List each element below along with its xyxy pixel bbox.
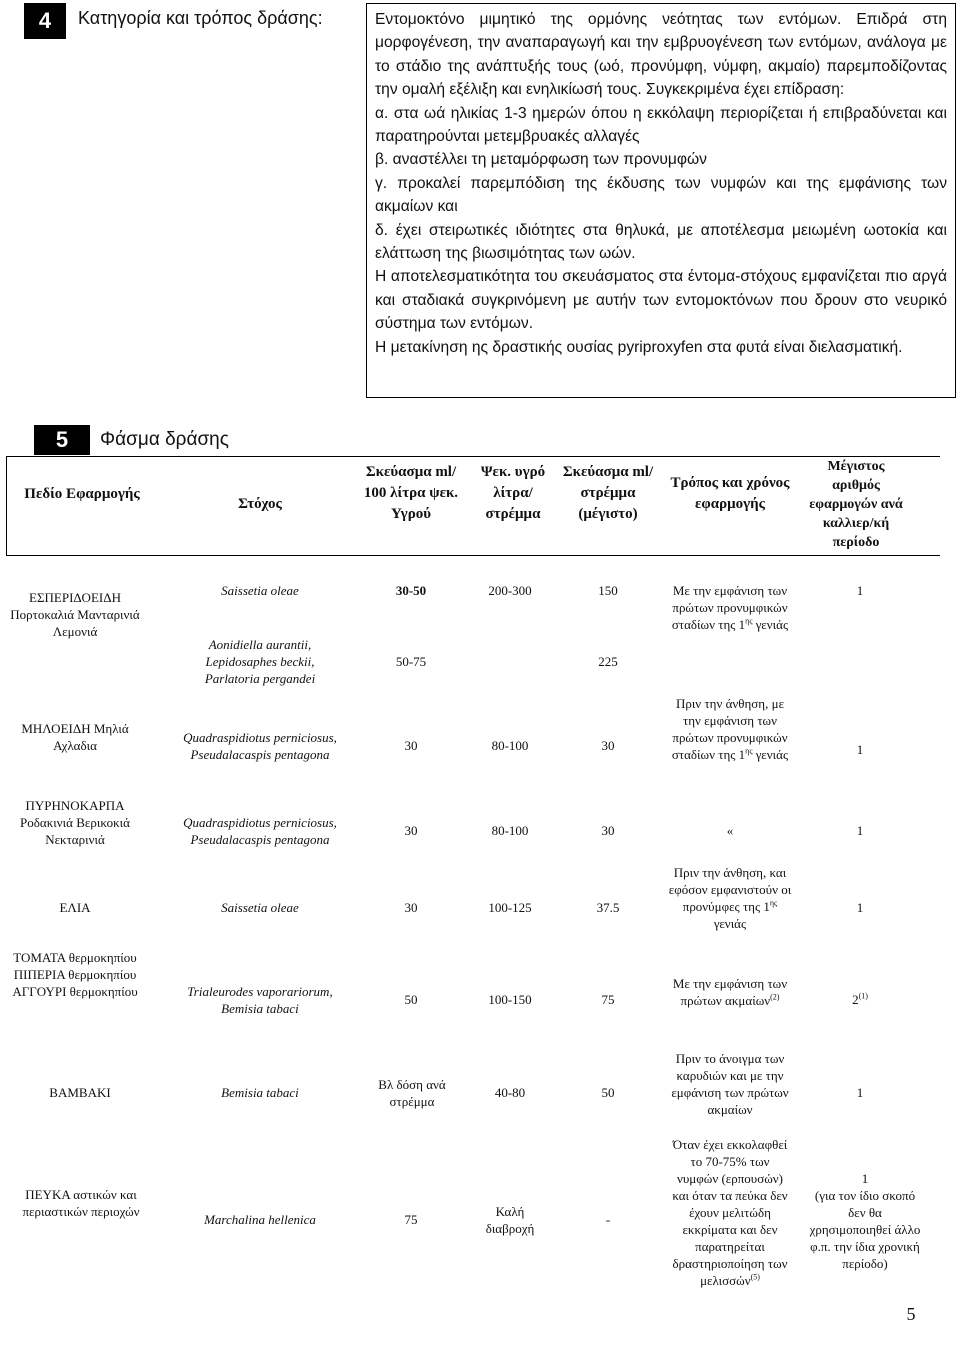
- timing-end: γενιάς: [755, 747, 789, 762]
- row-pine-max: [806, 1170, 924, 1272]
- row-pome-dose: 30: [404, 738, 418, 753]
- row-cotton-target: Bemisia tabaci: [221, 1085, 299, 1100]
- row-pome-max: 1: [856, 742, 864, 757]
- mode-paragraph: Η αποτελεσματικότητα του σκευάσματος στα έντομα-στόχους εμφανίζεται πιο αργά και σταδιακά συγκρινόμενη με αυτήν των εντομοκτόνων που δρουν στο νευρικό σύστημα των εντόμων.: [375, 268, 947, 333]
- header-field: Πεδίο Εφαρμογής: [24, 486, 140, 502]
- table-header-rule: [6, 555, 940, 556]
- row-cotton-dose: Βλ δόση ανά στρέμμα: [378, 1077, 446, 1109]
- header-dose-per-stremma: Σκεύασμα ml/ στρέμμα (μέγιστο): [562, 464, 654, 522]
- row-cotton-field: ΒΑΜΒΑΚΙ: [49, 1085, 111, 1100]
- timing-sup: ης: [745, 616, 753, 626]
- row-olive-field: ΕΛΙΑ: [59, 900, 91, 915]
- header-dose-per-100l: Σκεύασμα ml/ 100 λίτρα ψεκ. Υγρού: [363, 464, 459, 522]
- row-greenhouse-max: [820, 991, 900, 1008]
- header-target: Στόχος: [238, 496, 282, 512]
- section-4-label: Κατηγορία και τρόπος δράσης:: [78, 8, 323, 28]
- table-top-rule: [6, 456, 940, 457]
- row-citrus-timing: [668, 582, 792, 633]
- mode-paragraph: Η μετακίνηση ης δραστικής ουσίας pyriproxyfen στα φυτά είναι διελασματική.: [375, 338, 903, 356]
- row-olive-liquid: 100-125: [488, 900, 532, 915]
- mode-paragraph: δ. έχει στειρωτικές ιδιότητες στα θηλυκά, με αποτέλεσμα μειωμένη ωοτοκία και ελάττωση της βιωσιμότητας των ωών.: [375, 221, 947, 263]
- row-stone-liquid: 80-100: [491, 823, 529, 838]
- row-pine-liquid: Καλή διαβροχή: [485, 1204, 535, 1236]
- header-timing: Τρόπος και χρόνος εφαρμογής: [670, 475, 790, 512]
- row-greenhouse-target: Trialeurodes vaporariorum, Bemisia tabaci: [187, 984, 333, 1016]
- row-olive-max: 1: [856, 900, 864, 915]
- row-pine-field: ΠΕΥΚΑ αστικών και περιαστικών περιοχών: [22, 1187, 140, 1219]
- timing-text: Με την εμφάνιση των πρώτων προνυμφικών σταδίων της 1: [671, 583, 788, 632]
- timing-end: γενιάς: [713, 916, 747, 931]
- row-cotton-max: 1: [856, 1085, 864, 1100]
- row-citrus-liquid-1: 200-300: [488, 583, 532, 598]
- section-5-label: Φάσμα δράσης: [100, 429, 229, 450]
- row-stone-field: ΠΥΡΗΝΟΚΑΡΠΑ Ροδακινιά Βερικοκιά Νεκταρινιά: [20, 798, 130, 847]
- mode-paragraph: β. αναστέλλει τη μεταμόρφωση των προνυμφών: [375, 151, 707, 169]
- mode-of-action-box: [366, 3, 956, 398]
- timing-sup: (2): [770, 992, 780, 1002]
- header-spray-liquid: Ψεκ. υγρό λίτρα/ στρέμμα: [480, 464, 546, 522]
- row-citrus-target-1: Saissetia oleae: [221, 583, 299, 598]
- mode-paragraph: γ. προκαλεί παρεμπόδιση της έκδυσης των νυμφών και της εμφάνισης των ακμαίων και: [375, 174, 947, 216]
- row-stone-max: 1: [856, 823, 864, 838]
- row-citrus-max: 1: [856, 583, 864, 598]
- row-cotton-dose-stremma: 50: [601, 1085, 615, 1100]
- timing-sup: ης: [745, 746, 753, 756]
- header-max-applications: Μέγιστος αριθμός εφαρμογών ανά καλλιερ/κή περίοδο: [809, 459, 903, 550]
- timing-sup: (5): [750, 1272, 760, 1282]
- row-greenhouse-field: ΤΟΜΑΤΑ θερμοκηπίου ΠΙΠΕΡΙΑ θερμοκηπίου ΑΓΓΟΥΡΙ θερμοκηπίου: [12, 950, 138, 999]
- row-pine-target: Marchalina hellenica: [204, 1212, 316, 1227]
- row-greenhouse-dose-stremma: 75: [601, 992, 615, 1007]
- max-sup: (1): [858, 991, 868, 1001]
- row-greenhouse-timing: [668, 975, 792, 1009]
- max-note: (για τον ίδιο σκοπό δεν θα χρησιμοποιηθεί άλλο φ.π. την ίδια χρονική περίοδο): [809, 1188, 921, 1271]
- timing-sup: ης: [769, 898, 778, 908]
- max-value: 1: [861, 1171, 869, 1186]
- mode-paragraph: α. στα ωά ηλικίας 1-3 ημερών όπου η εκκόλαψη περιορίζεται ή επιβραδύνεται και παρατηρούνται μετεμβρυακές αλλαγές: [375, 104, 947, 146]
- row-citrus-field: ΕΣΠΕΡΙΔΟΕΙΔΗ Πορτοκαλιά Μανταρινιά Λεμονιά: [10, 590, 140, 639]
- row-pine-dose-stremma: -: [605, 1212, 611, 1227]
- row-pine-dose: 75: [404, 1212, 418, 1227]
- row-greenhouse-dose: 50: [404, 992, 418, 1007]
- row-cotton-timing: Πριν το άνοιγμα των καρυδιών και με την εμφάνιση των πρώτων ακμαίων: [671, 1051, 789, 1117]
- row-pome-dose-stremma: 30: [601, 738, 615, 753]
- row-stone-dose: 30: [404, 823, 418, 838]
- row-citrus-target-2: Aonidiella aurantii, Lepidosaphes beckii, Parlatoria pergandei: [204, 637, 316, 686]
- row-olive-dose-stremma: 37.5: [596, 900, 620, 915]
- row-citrus-dose-stremma-2: 225: [598, 654, 618, 669]
- section-number-5: 5: [34, 425, 90, 455]
- timing-text: Με την εμφάνιση των πρώτων ακμαίων: [672, 976, 788, 1008]
- timing-end: γενιάς: [755, 617, 789, 632]
- row-stone-timing: «: [726, 823, 734, 838]
- section-number-4: 4: [24, 3, 66, 39]
- row-olive-timing: [668, 864, 792, 932]
- row-pome-timing: [668, 695, 792, 763]
- timing-text: Πριν την άνθηση, με την εμφάνιση των πρώτων προνυμφικών σταδίων της 1: [671, 696, 788, 762]
- row-olive-target: Saissetia oleae: [221, 900, 299, 915]
- row-pine-timing: [670, 1136, 790, 1289]
- row-pome-target: Quadraspidiotus perniciosus, Pseudalacaspis pentagona: [183, 730, 337, 762]
- row-pome-liquid: 80-100: [491, 738, 529, 753]
- row-olive-dose: 30: [404, 900, 418, 915]
- row-citrus-liquid-2: 50-75: [395, 654, 427, 669]
- row-stone-dose-stremma: 30: [601, 823, 615, 838]
- row-greenhouse-liquid: 100-150: [488, 992, 532, 1007]
- max-value: 2: [852, 992, 859, 1007]
- row-cotton-liquid: 40-80: [494, 1085, 526, 1100]
- mode-paragraph: Εντομοκτόνο μιμητικό της ορμόνης νεότητας των εντόμων. Επιδρά στη μορφογένεση, την αναπαραγωγή και την εμβρυογένεση των εντόμων, ανάλογα με το στάδιο της ανάπτυξής τους (ωό, προνύμφη, νύμφη, ακμαίο) παρεμποδίζοντας την ομαλή εξέλιξη και ενηλικίωσή τους. Συγκεκριμένα έχει επίδραση:: [375, 11, 947, 99]
- page-number: 5: [906, 1304, 916, 1324]
- row-citrus-dose-stremma-1: 150: [598, 583, 618, 598]
- row-stone-target: Quadraspidiotus perniciosus, Pseudalacaspis pentagona: [183, 815, 337, 847]
- row-pome-field: ΜΗΛΟΕΙΔΗ Μηλιά Αχλαδια: [21, 721, 129, 753]
- timing-text: Πριν την άνθηση, και εφόσον εμφανιστούν οι προνύμφες της 1: [668, 865, 792, 914]
- row-citrus-dose-1: 30-50: [395, 583, 427, 598]
- timing-text: Όταν έχει εκκολαφθεί το 70-75% των νυμφών (ερπουσών) και όταν τα πεύκα δεν έχουν μελιτώδη εκκρίματα και δεν παρατηρείται δραστηριοποίηση των μελισσών: [672, 1137, 788, 1288]
- table-left-rule: [6, 456, 7, 556]
